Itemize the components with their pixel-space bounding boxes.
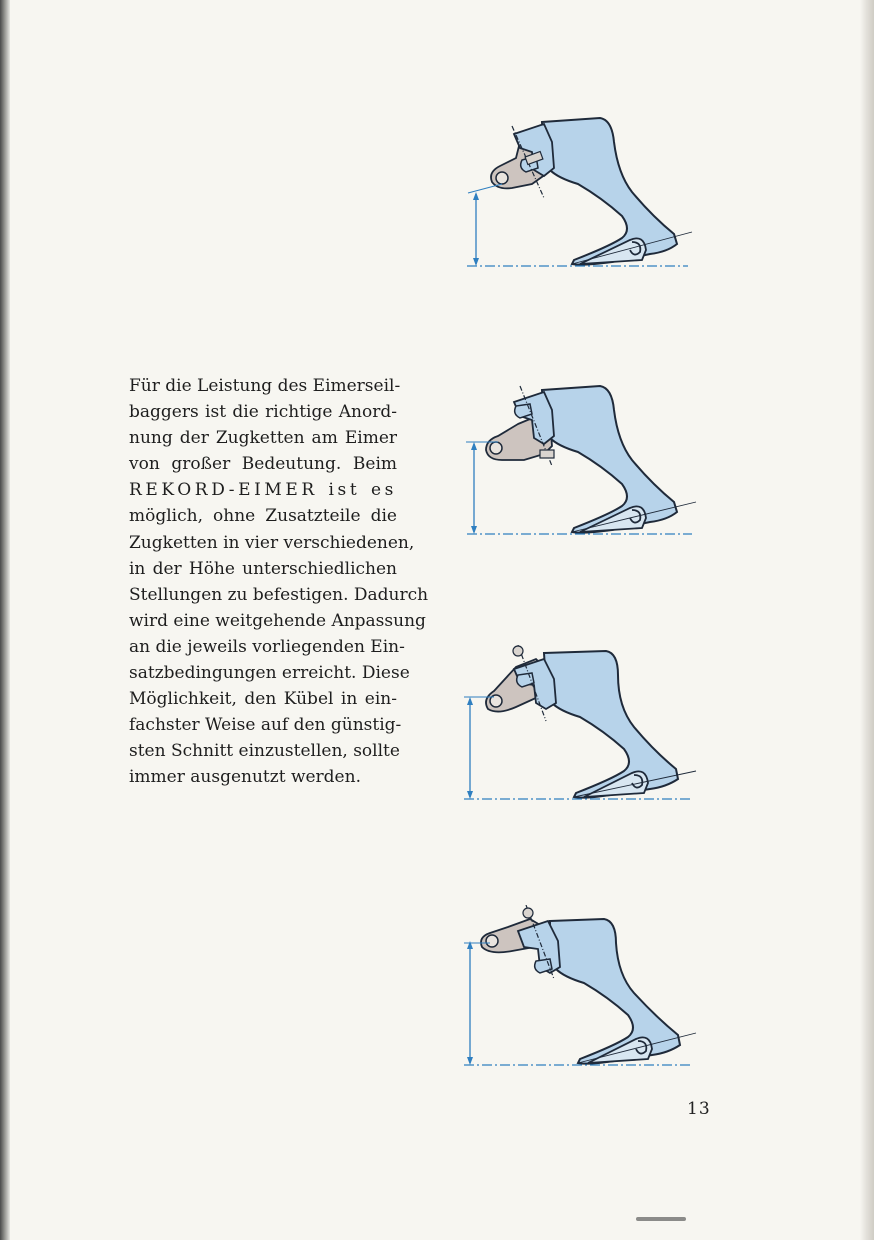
paragraph-line: in der Höhe unterschiedlichen <box>129 558 397 579</box>
paragraph-line: fachster Weise auf den günstig- <box>129 715 402 736</box>
paragraph-line: von großer Bedeutung. Beim <box>129 454 397 475</box>
paragraph-line: satzbedingungen erreicht. Diese <box>129 663 410 684</box>
paragraph-line-rekord-eimer: REKORD-EIMER ist es <box>129 480 397 501</box>
bucket-figure-1 <box>462 112 698 274</box>
bucket-illustration <box>466 386 696 534</box>
pin-hole <box>490 442 502 454</box>
bucket-figure-3 <box>460 645 698 807</box>
bucket-figure-2 <box>462 380 698 542</box>
bucket-illustration <box>464 645 696 799</box>
bucket-illustration <box>467 118 692 266</box>
paragraph-line: Stellungen zu befestigen. Dadurch <box>129 584 429 605</box>
paragraph-line: immer ausgenutzt werden. <box>129 767 361 788</box>
paragraph-line: Zugketten in vier verschiedenen, <box>129 532 415 553</box>
paragraph-line: möglich, ohne Zusatzteile die <box>129 506 397 527</box>
dimension-arrow-top <box>473 192 479 200</box>
page-number: 13 <box>687 1099 711 1119</box>
paragraph-line: an die jeweils vorliegenden Ein- <box>129 636 405 657</box>
bucket-figure-4 <box>460 905 698 1071</box>
bolt-head <box>523 908 533 918</box>
pin-hole <box>496 172 508 184</box>
page-edge-left <box>0 0 10 1240</box>
paragraph-line: wird eine weitgehende Anpassung <box>129 610 426 631</box>
dimension-arrow-bottom <box>473 258 479 266</box>
body-paragraph <box>129 373 429 791</box>
print-smudge <box>636 1217 686 1221</box>
paragraph-line: baggers ist die richtige Anord- <box>129 402 397 423</box>
dimension-arrow-top <box>471 442 477 450</box>
dimension-arrow-bottom <box>467 791 473 799</box>
pin-hole <box>486 935 498 947</box>
bolt-nut <box>540 450 554 458</box>
dimension-arrow-top <box>467 941 473 949</box>
paragraph-line: sten Schnitt einzustellen, sollte <box>129 741 400 762</box>
bucket-body <box>542 386 677 533</box>
bucket-body <box>542 118 677 265</box>
bucket-illustration <box>464 905 696 1065</box>
page-edge-right <box>860 0 874 1240</box>
dimension-arrow-bottom <box>471 526 477 534</box>
paragraph-line: Für die Leistung des Eimerseil- <box>129 376 401 396</box>
bolt-head <box>513 646 523 656</box>
dimension-arrow-bottom <box>467 1057 473 1065</box>
dimension-tick <box>468 184 502 193</box>
paragraph-line: nung der Zugketten am Eimer <box>129 428 397 449</box>
dimension-arrow-top <box>467 697 473 705</box>
bucket-body <box>544 651 678 798</box>
paragraph-line: Möglichkeit, den Kübel in ein- <box>129 689 397 710</box>
